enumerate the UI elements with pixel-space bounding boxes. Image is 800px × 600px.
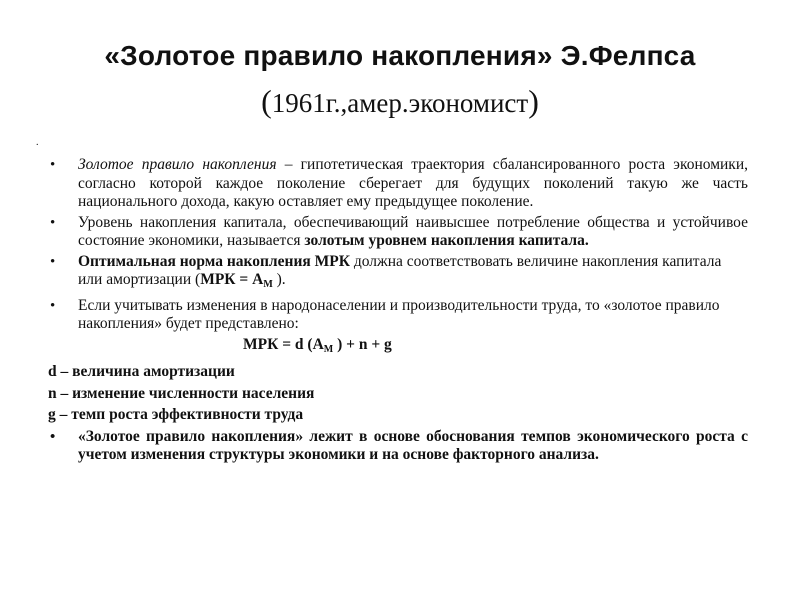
golden-level-term: золотым уровнем накопления капитала.: [304, 232, 589, 249]
growth-basis-text: «Золотое правило накопления» лежит в основе обоснования темпов экономического роста с учетом изменения структуры экономики и на основе факторного анализа.: [78, 427, 748, 463]
optimal-rate-text: должна соответствовать величине накопления капитала или амортизации (: [78, 252, 722, 288]
bullet-icon: •: [50, 428, 56, 445]
population-change-text: Если учитывать изменения в народонаселении и производительности труда, то «золотое правило накопления» будет представлено:: [78, 296, 720, 332]
bullet-growth-basis: [48, 428, 748, 465]
term-golden-rule: Золотое правило накопления: [78, 156, 277, 173]
bullet-golden-rule-definition: [48, 156, 748, 212]
mpk-subscript: М: [263, 279, 273, 290]
golden-level-text: Уровень накопления капитала, обеспечивающий наивысшее потребление общества и устойчивое состояние экономики, называется: [78, 213, 748, 249]
definition-n: n – изменение численности населения: [48, 384, 315, 402]
bullet-icon: •: [50, 214, 56, 231]
bullet-population-change: [48, 297, 748, 334]
formula-subscript: М: [323, 343, 334, 355]
title-subtitle-text: 1961г.,амер.экономист: [271, 88, 529, 118]
title-close-paren: ): [528, 83, 539, 119]
bullet-icon: •: [50, 157, 56, 173]
definition-g: g – темп роста эффективности труда: [48, 406, 304, 423]
content-body: [48, 156, 748, 467]
golden-rule-definition-text: – гипотетическая траектория сбалансированного роста экономики, согласно которой каждое поколение сберегает для будущих поколений такую же часть национального дохода, какую оставляет ему предыдущее поколение.: [78, 156, 748, 210]
definition-d: d – величина амортизации: [48, 363, 235, 380]
title-open-paren: (: [261, 83, 272, 119]
bullet-icon: •: [50, 297, 56, 314]
optimal-rate-text-end: ).: [272, 271, 286, 288]
bullet-optimal-rate: [48, 253, 748, 295]
optimal-rate-term: Оптимальная норма накопления МРК: [78, 252, 350, 270]
golden-rule-formula: [48, 336, 748, 360]
slide-title: [0, 38, 800, 121]
title-subtitle: [0, 81, 800, 121]
title-main: «Золотое правило накопления» Э.Фелпса: [104, 40, 696, 71]
formula-left: МРК = d (А: [243, 335, 324, 353]
formula-right: ) + n + g: [333, 335, 392, 353]
bullet-golden-level: [48, 214, 748, 251]
bullet-icon: •: [50, 253, 56, 270]
mpk-equation: МРК = А: [200, 271, 264, 288]
stray-dot: .: [36, 137, 39, 148]
